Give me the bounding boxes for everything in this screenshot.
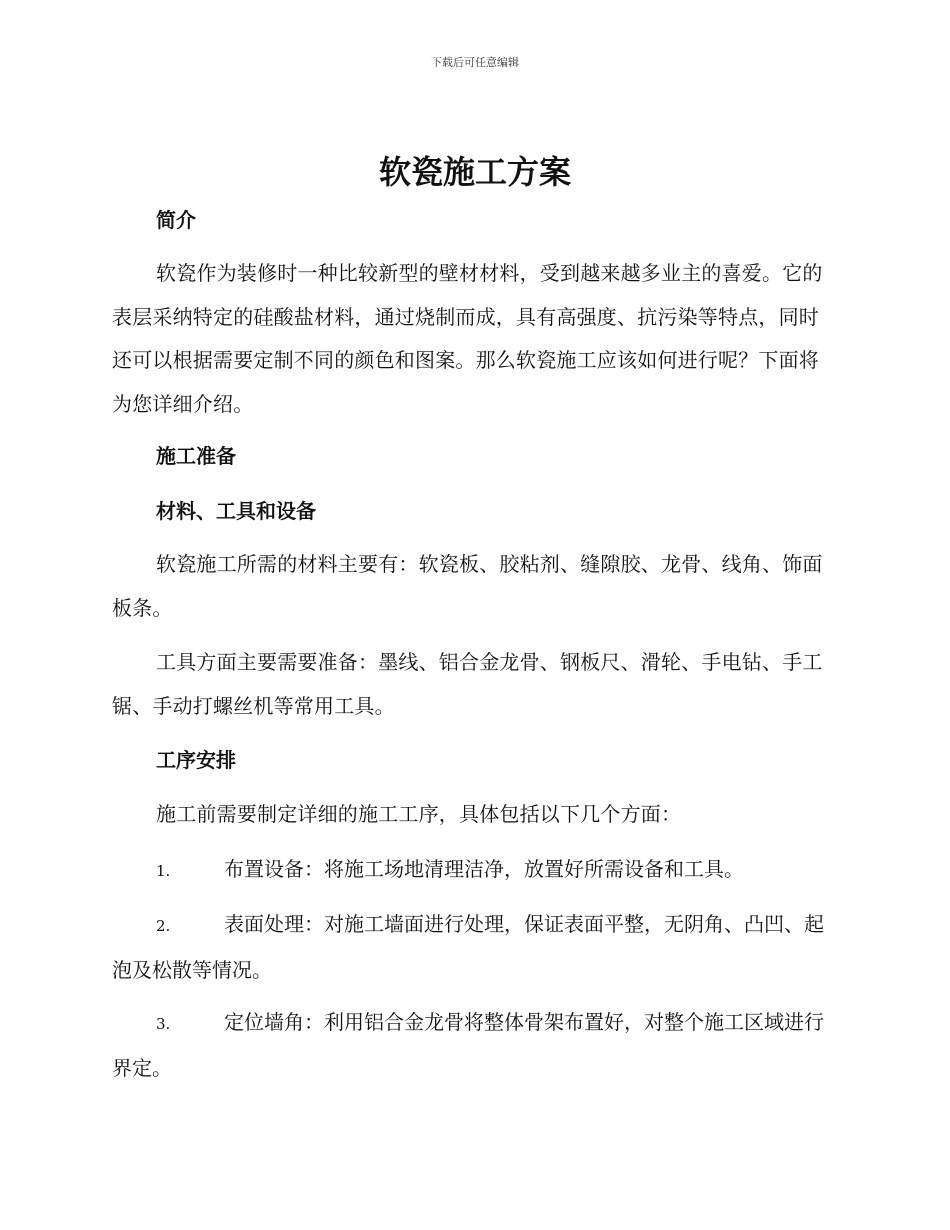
heading-preparation: 施工准备	[156, 444, 236, 468]
list-item-text: 布置设备：将施工场地清理洁净，放置好所需设备和工具。	[224, 857, 744, 881]
paragraph-process: 施工前需要制定详细的施工工序，具体包括以下几个方面：	[156, 802, 682, 826]
list-item	[112, 848, 834, 894]
heading-process: 工序安排	[156, 748, 236, 772]
list-item	[112, 1001, 834, 1090]
heading-materials-tools: 材料、工具和设备	[156, 499, 316, 523]
paragraph-materials: 软瓷施工所需的材料主要有：软瓷板、胶粘剂、缝隙胶、龙骨、线角、饰面板条。	[112, 552, 823, 620]
paragraph-intro: 软瓷作为装修时一种比较新型的壁材材料，受到越来越多业主的喜爱。它的表层采纳特定的硅酸盐材料，通过烧制而成，具有高强度、抗污染等特点，同时还可以根据需要定制不同的颜色和图案。那么软瓷施工应该如何进行呢？下面将为您详细介绍。	[112, 261, 823, 416]
list-item-number: 1.	[156, 862, 171, 880]
page-title: 软瓷施工方案	[378, 153, 571, 191]
list-item-number: 3.	[156, 1015, 171, 1033]
paragraph-tools: 工具方面主要需要准备：墨线、铝合金龙骨、钢板尺、滑轮、手电钻、手工锯、手动打螺丝机等常用工具。	[112, 650, 823, 718]
list-item	[112, 903, 834, 992]
list-item-number: 2.	[156, 917, 171, 935]
heading-intro: 简介	[156, 208, 196, 232]
list-item-text: 定位墙角：利用铝合金龙骨将整体骨架布置好，对整个施工区域进行界定。	[112, 1010, 824, 1080]
list-item-text: 表面处理：对施工墙面进行处理，保证表面平整，无阴角、凸凹、起泡及松散等情况。	[112, 912, 824, 982]
header-note: 下载后可任意编辑	[431, 56, 519, 69]
